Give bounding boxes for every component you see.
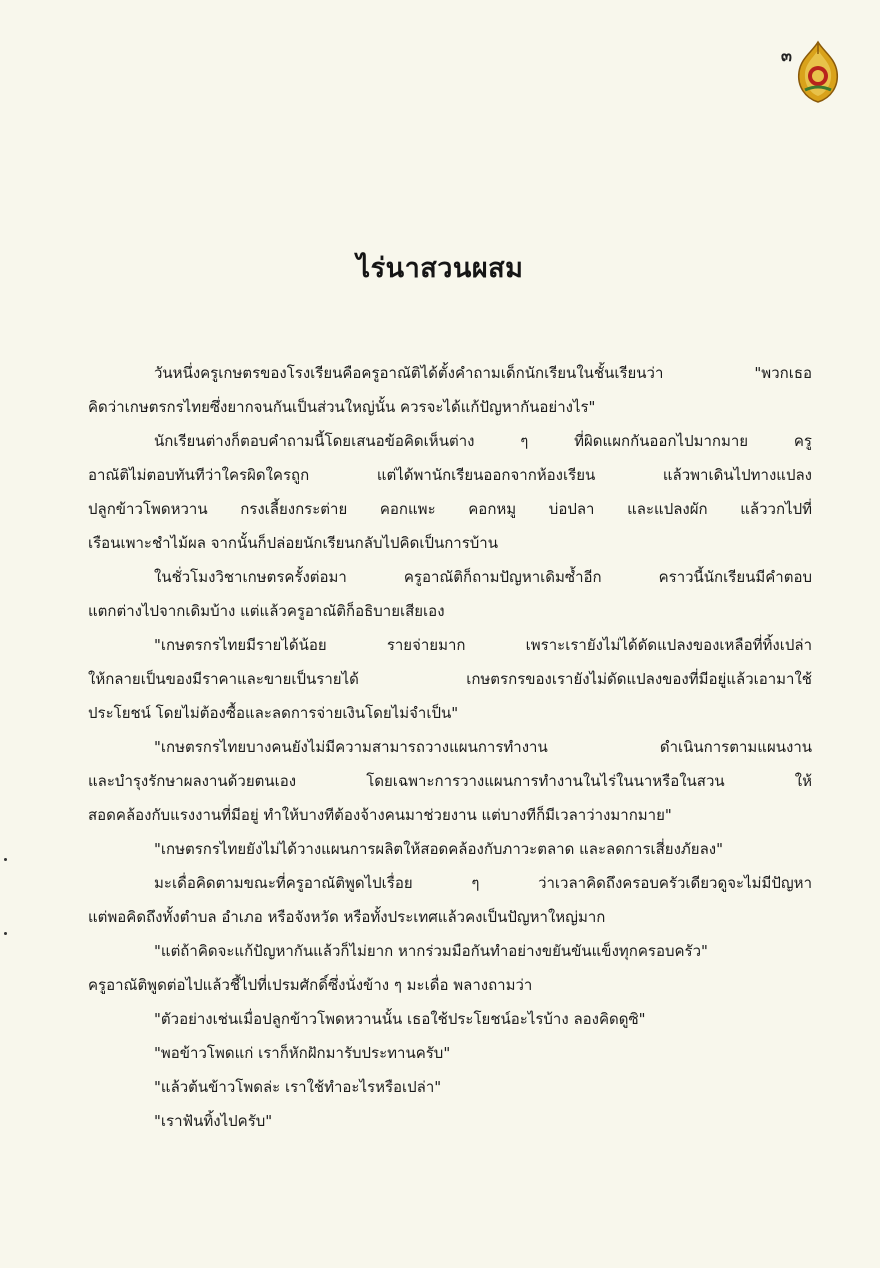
scan-mark	[4, 932, 7, 935]
text-line: ในชั่วโมงวิชาเกษตรครั้งต่อมา ครูอาณัติก็ถามปัญหาเดิมซ้ำอีก คราวนี้นักเรียนมีคำตอบ	[154, 568, 812, 586]
text-line: คิดว่าเกษตรกรไทยซึ่งยากจนกันเป็นส่วนใหญ่นั้น ควรจะได้แก้ปัญหากันอย่างไร"	[88, 398, 596, 416]
text-line: "เกษตรกรไทยบางคนยังไม่มีความสามารถวางแผนการทำงาน ดำเนินการตามแผนงาน	[154, 738, 812, 756]
page-title: ไร่นาสวนผสม	[356, 253, 524, 284]
page-number: ๓	[781, 46, 792, 65]
text-line: แตกต่างไปจากเดิมบ้าง แต่แล้วครูอาณัติก็อธิบายเสียเอง	[88, 602, 445, 620]
text-line: "เกษตรกรไทยยังไม่ได้วางแผนการผลิตให้สอดคล้องกับภาวะตลาด และลดการเสี่ยงภัยลง"	[154, 840, 723, 858]
text-line: ประโยชน์ โดยไม่ต้องซื้อและลดการจ่ายเงินโดยไม่จำเป็น"	[88, 704, 459, 722]
text-line: ให้กลายเป็นของมีราคาและขายเป็นรายได้ เกษตรกรของเรายังไม่ดัดแปลงของที่มีอยู่แล้วเอามาใช้	[88, 670, 812, 688]
text-line: ครูอาณัติพูดต่อไปแล้วชี้ไปที่เปรมศักดิ์ซึ่งนั่งข้าง ๆ มะเดื่อ พลางถามว่า	[88, 976, 533, 994]
text-line: แต่พอคิดถึงทั้งตำบล อำเภอ หรือจังหวัด หรือทั้งประเทศแล้วคงเป็นปัญหาใหญ่มาก	[88, 908, 606, 926]
text-line: "แล้วต้นข้าวโพดล่ะ เราใช้ทำอะไรหรือเปล่า"	[154, 1078, 442, 1096]
text-line: อาณัติไม่ตอบทันทีว่าใครผิดใครถูก แต่ได้พานักเรียนออกจากห้องเรียน แล้วพาเดินไปทางแปลง	[88, 466, 812, 484]
text-line: "พอข้าวโพดแก่ เราก็หักฝักมารับประทานครับ"	[154, 1044, 451, 1062]
text-line: ปลูกข้าวโพดหวาน กรงเลี้ยงกระต่าย คอกแพะ คอกหมู บ่อปลา และแปลงผัก แล้ววกไปที่	[88, 500, 812, 518]
scan-mark	[4, 858, 7, 861]
text-line: เรือนเพาะชำไม้ผล จากนั้นก็ปล่อยนักเรียนกลับไปคิดเป็นการบ้าน	[88, 534, 498, 552]
text-line: "เราฟันทิ้งไปครับ"	[154, 1112, 273, 1130]
text-line: และบำรุงรักษาผลงานด้วยตนเอง โดยเฉพาะการวางแผนการทำงานในไร่ในนาหรือในสวน ให้	[88, 772, 812, 790]
text-line: นักเรียนต่างก็ตอบคำถามนี้โดยเสนอข้อคิดเห็นต่าง ๆ ที่ผิดแผกกันออกไปมากมาย ครู	[154, 432, 812, 450]
text-line: มะเดื่อคิดตามขณะที่ครูอาณัติพูดไปเรื่อย ๆ ว่าเวลาคิดถึงครอบครัวเดียวดูจะไม่มีปัญหา	[154, 874, 812, 892]
text-line: "แต่ถ้าคิดจะแก้ปัญหากันแล้วก็ไม่ยาก หากร่วมมือกันทำอย่างขยันขันแข็งทุกครอบครัว"	[154, 942, 708, 960]
text-line: "เกษตรกรไทยมีรายได้น้อย รายจ่ายมาก เพราะเรายังไม่ได้ดัดแปลงของเหลือที่ทิ้งเปล่า	[154, 636, 812, 654]
text-line: สอดคล้องกับแรงงานที่มีอยู่ ทำให้บางทีต้องจ้างคนมาช่วยงาน แต่บางทีก็มีเวลาว่างมากมาย"	[88, 806, 672, 824]
text-line: "ตัวอย่างเช่นเมื่อปลูกข้าวโพดหวานนั้น เธอใช้ประโยชน์อะไรบ้าง ลองคิดดูซิ"	[154, 1010, 646, 1028]
text-line: วันหนึ่งครูเกษตรของโรงเรียนคือครูอาณัติได้ตั้งคำถามเด็กนักเรียนในชั้นเรียนว่า "พวกเธอ	[154, 364, 812, 382]
body-text	[88, 356, 812, 1138]
school-emblem-icon	[795, 40, 841, 104]
